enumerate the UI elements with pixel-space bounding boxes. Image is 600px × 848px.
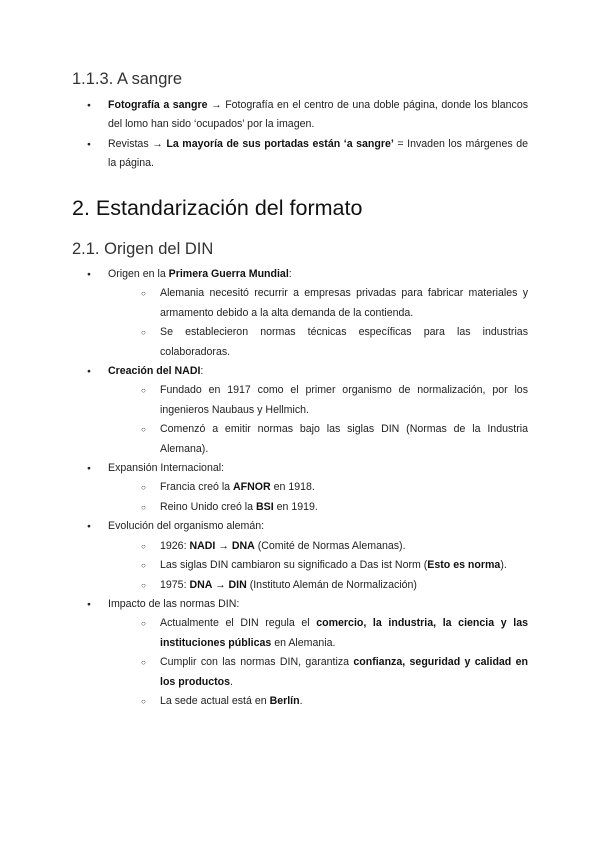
list-item: ● Creación del NADI: ○ Fundado en 1917 como el primer organismo de normalización, por los ingenieros Naubaus y Hellmich. ○ Comenzó a emitir normas bajo las siglas DIN (Normas de la Industria Alemana).: [92, 362, 528, 459]
sublist: [144, 284, 528, 362]
list-item: ○ 1975: DNA → DIN (Instituto Alemán de Normalización): [144, 576, 528, 595]
sublist: [144, 614, 528, 711]
list-item: ○ Actualmente el DIN regula el comercio, la industria, la ciencia y las instituciones públicas en Alemania.: [144, 614, 528, 653]
list-item: ● Fotografía a sangre → Fotografía en el centro de una doble página, donde los blancos del lomo han sido ‘ocupados’ por la imagen.: [92, 96, 528, 135]
list-item: ○ Fundado en 1917 como el primer organismo de normalización, por los ingenieros Naubaus y Hellmich.: [144, 381, 528, 420]
list-item: ● Impacto de las normas DIN: ○ Actualmente el DIN regula el comercio, la industria, la ciencia y las instituciones públicas en Alemania. ○ Cumplir con las normas DIN, garantiza confianza, seguridad y calidad en los productos. ○ La sede actual está en Berlín.: [92, 595, 528, 711]
list-item: ○ Las siglas DIN cambiaron su significado a Das ist Norm (Esto es norma).: [144, 556, 528, 575]
sublist: [144, 381, 528, 459]
list-item: ○ Se establecieron normas técnicas específicas para las industrias colaboradoras.: [144, 323, 528, 362]
list-item: ○ Cumplir con las normas DIN, garantiza confianza, seguridad y calidad en los productos.: [144, 653, 528, 692]
section-heading-1-1-3: 1.1.3. A sangre: [72, 70, 183, 88]
section-heading-2: 2. Estandarización del formato: [72, 196, 363, 220]
list-item: ○ Comenzó a emitir normas bajo las siglas DIN (Normas de la Industria Alemana).: [144, 420, 528, 459]
list-item: ○ La sede actual está en Berlín.: [144, 692, 528, 711]
list-item: ● Evolución del organismo alemán: ○ 1926: NADI → DNA (Comité de Normas Alemanas). ○ Las siglas DIN cambiaron su significado a Das ist Norm (Esto es norma). ○ 1975: DNA → DIN (Instituto Alemán de Normalización): [92, 517, 528, 595]
list-item: ○ Francia creó la AFNOR en 1918.: [144, 478, 528, 497]
section-heading-2-1: 2.1. Origen del DIN: [72, 240, 214, 258]
list-item: ○ 1926: NADI → DNA (Comité de Normas Alemanas).: [144, 537, 528, 556]
list-item: ○ Reino Unido creó la BSI en 1919.: [144, 498, 528, 517]
list-item: ● Revistas → La mayoría de sus portadas están ‘a sangre’ = Invaden los márgenes de la página.: [92, 135, 528, 174]
list-item: ● Origen en la Primera Guerra Mundial: ○ Alemania necesitó recurrir a empresas privadas para fabricar materiales y armamento debido a la alta demanda de la contienda. ○ Se establecieron normas técnicas específicas para las industrias colaboradoras.: [92, 265, 528, 362]
sublist: [144, 478, 528, 517]
list-origen-din: [92, 265, 528, 711]
list-item: ○ Alemania necesitó recurrir a empresas privadas para fabricar materiales y armamento debido a la alta demanda de la contienda.: [144, 284, 528, 323]
list-item: ● Expansión Internacional: ○ Francia creó la AFNOR en 1918. ○ Reino Unido creó la BSI en 1919.: [92, 459, 528, 517]
list-a-sangre: [92, 96, 528, 174]
sublist: [144, 537, 528, 595]
